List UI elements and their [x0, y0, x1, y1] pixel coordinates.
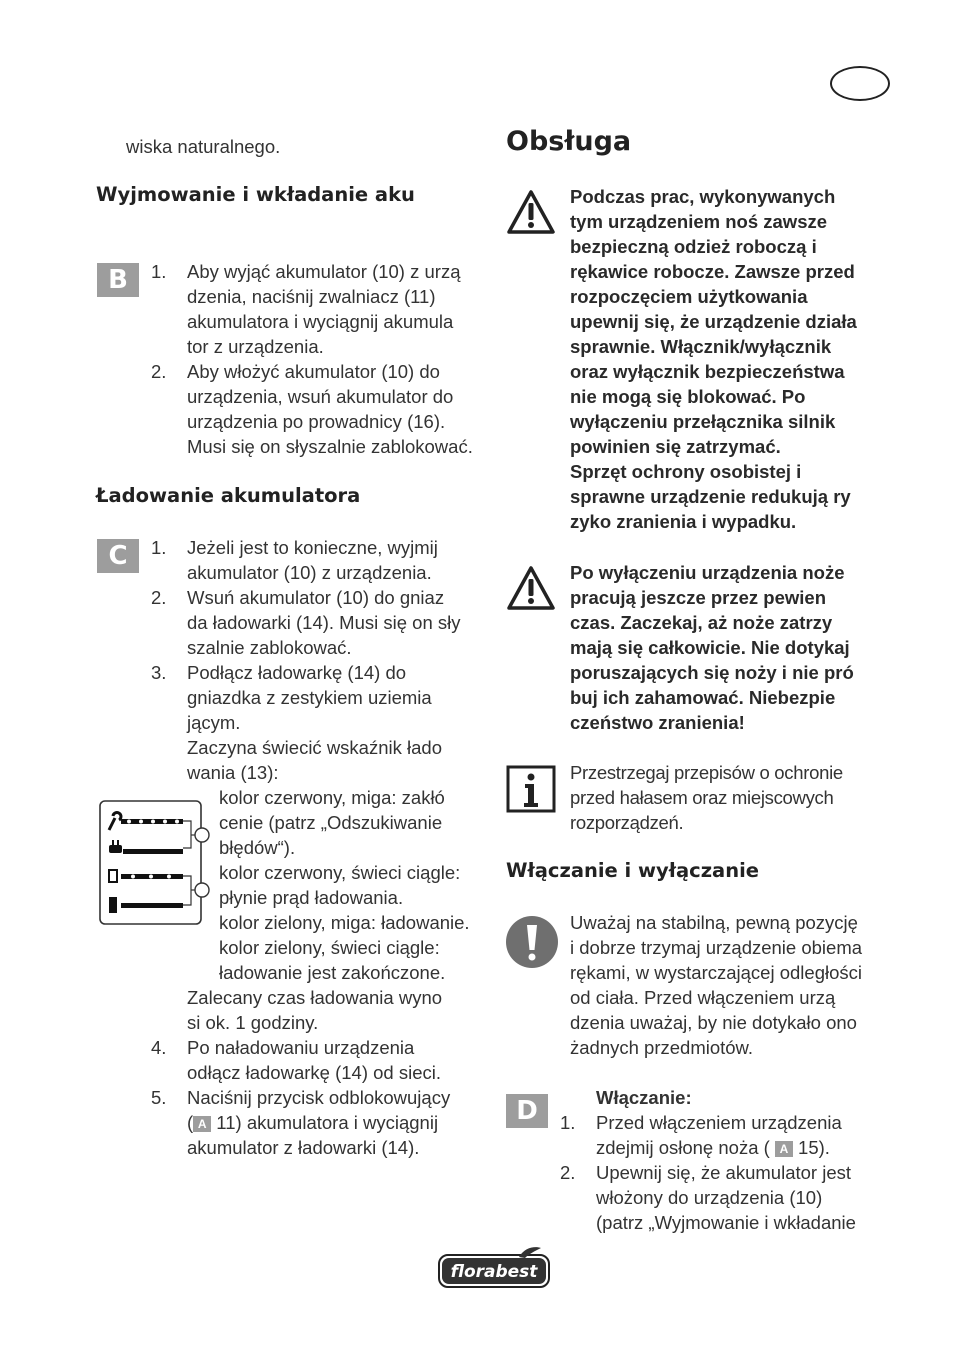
section-heading-charging: Ładowanie akumulatora — [96, 484, 361, 507]
text-line: żadnych przedmiotów. — [570, 1037, 754, 1058]
safety-warning-text — [570, 184, 900, 534]
list-item-line: Aby wyjąć akumulator (10) z urzą — [187, 261, 461, 282]
text-line: ładowanie jest zakończone. — [219, 962, 446, 983]
list-item: 1. Przed włączeniem urządzenia zdejmij osłonę noża ( A 15). — [560, 1112, 842, 1158]
text-line: Uważaj na stabilną, pewną pozycję — [570, 912, 858, 933]
section-heading-on-off: Włączanie i wyłączanie — [506, 859, 760, 882]
list-item-line: (patrz „Wyjmowanie i wkładanie — [596, 1212, 856, 1233]
text-line: Po wyłączeniu urządzenia noże — [570, 562, 845, 583]
list-item-line: gniazdka z zestykiem uziemia — [187, 687, 432, 708]
text-line: kolor zielony, świeci ciągle: — [219, 937, 440, 958]
text-line: si ok. 1 godziny. — [187, 1012, 319, 1033]
list-item-line: da ładowarki (14). Musi się on sły — [187, 612, 461, 633]
caution-exclamation-icon — [505, 915, 559, 974]
text-line: zyko zranienia i wypadku. — [570, 511, 797, 532]
text-line: sprawne urządzenie redukują ry — [570, 486, 851, 507]
text-line: cenie (patrz „Odszukiwanie — [219, 812, 443, 833]
info-icon — [506, 765, 556, 818]
text-line: Podczas prac, wykonywanych — [570, 186, 836, 207]
stability-caution-text — [570, 910, 900, 1060]
list-item-line: Upewnij się, że akumulator jest — [596, 1162, 851, 1183]
text-line: błędów“). — [219, 837, 296, 858]
list-item-line: Zaczyna świecić wskaźnik łado — [187, 737, 442, 758]
text-line: rękawice robocze. Zawsze przed — [570, 261, 855, 282]
text-line: Sprzęt ochrony osobistej i — [570, 461, 802, 482]
logo-text: florabest — [450, 1262, 538, 1282]
text-line: od ciała. Przed włączeniem urzą — [570, 987, 836, 1008]
text-line: kolor czerwony, miga: zakłó — [219, 787, 445, 808]
text-line: czeństwo zranienia! — [570, 712, 745, 733]
list-item: 1. Aby wyjąć akumulator (10) z urzą dzenia, naciśnij zwalniacz (11) akumulatora i wyciągnij akumula tor z urządzenia. — [187, 259, 487, 359]
switch-on-subheading: Włączanie: — [596, 1087, 692, 1108]
charging-steps — [151, 535, 487, 785]
list-item: 2. Wsuń akumulator (10) do gniaz da ładowarki (14). Musi się on sły szalnie zablokować. — [187, 585, 487, 660]
blade-warning-text — [570, 560, 900, 735]
section-heading-battery-removal: Wyjmowanie i wkładanie aku — [96, 183, 415, 206]
list-item-line: odłącz ładowarkę (14) od sieci. — [187, 1062, 441, 1083]
list-item-line: Musi się on słyszalnie zablokować. — [187, 436, 473, 457]
list-item-line: Aby włożyć akumulator (10) do — [187, 361, 440, 382]
list-item-line: Po naładowaniu urządzenia — [187, 1037, 415, 1058]
text-line: poruszających się noży i nie pró — [570, 662, 854, 683]
language-oval — [830, 66, 890, 101]
figure-ref-badge-a: A — [193, 1116, 211, 1132]
list-item: 1. Jeżeli jest to konieczne, wyjmij akumulator (10) z urządzenia. — [187, 535, 487, 585]
list-item-line: akumulator (10) z urządzenia. — [187, 562, 432, 583]
figure-badge-c: C — [97, 539, 139, 573]
text-line: pracują jeszcze przez pewien — [570, 587, 827, 608]
noise-info-text — [570, 760, 900, 835]
text-line: tym urządzeniem noś zawsze — [570, 211, 828, 232]
list-item-line: Wsuń akumulator (10) do gniaz — [187, 587, 445, 608]
list-item-line: szalnie zablokować. — [187, 637, 352, 658]
list-item-line: tor z urządzenia. — [187, 336, 324, 357]
continuation-text: wiska naturalnego. — [126, 136, 281, 157]
text-line: rozporządzeń. — [570, 812, 684, 833]
text-line: kolor zielony, miga: ładowanie. — [219, 912, 470, 933]
charging-steps-cont — [151, 1035, 487, 1160]
figure-badge-d: D — [506, 1094, 548, 1128]
list-item: 3. Podłącz ładowarkę (14) do gniazdka z zestykiem uziemia jącym. Zaczyna świecić wskaźnik łado wania (13): — [187, 660, 487, 785]
text-line: Zalecany czas ładowania wyno — [187, 987, 443, 1008]
text-line: bezpieczną odzież roboczą i — [570, 236, 817, 257]
figure-ref-badge-a: A — [775, 1141, 793, 1157]
page-title: Obsługa — [506, 126, 632, 157]
list-item-line: wania (13): — [187, 762, 279, 783]
list-item-line: jącym. — [187, 712, 241, 733]
text-line: upewnij się, że urządzenie działa — [570, 311, 857, 332]
list-item-line: akumulatora i wyciągnij akumula — [187, 311, 454, 332]
florabest-logo — [437, 1245, 551, 1291]
switch-on-steps — [560, 1110, 896, 1235]
list-item-line: Podłącz ładowarkę (14) do — [187, 662, 407, 683]
text-line: kolor czerwony, świeci ciągle: — [219, 862, 461, 883]
charging-time-note — [187, 985, 487, 1035]
text-line: rozpoczęciem użytkowania — [570, 286, 808, 307]
list-item-line: włożony do urządzenia (10) — [596, 1187, 823, 1208]
list-item: 5. Naciśnij przycisk odblokowujący ( A 11) akumulatora i wyciągnij akumulator z ładowarki (14). — [151, 1087, 451, 1158]
text-line: i dobrze trzymaj urządzenie obiema — [570, 937, 863, 958]
text-line: czas. Zaczekaj, aż noże zatrzy — [570, 612, 833, 633]
text-line: płynie prąd ładowania. — [219, 887, 404, 908]
warning-triangle-icon — [506, 565, 556, 616]
charger-indicator-illustration — [99, 800, 203, 925]
list-item: 2. Upewnij się, że akumulator jest włożony do urządzenia (10) (patrz „Wyjmowanie i wkładanie — [596, 1160, 896, 1235]
indicator-descriptions — [219, 785, 489, 985]
list-item-line: Jeżeli jest to konieczne, wyjmij — [187, 537, 438, 558]
text-line: mają się całkowicie. Nie dotykaj — [570, 637, 850, 658]
figure-badge-b: B — [97, 263, 139, 297]
list-item-line: urządzenia, wsuń akumulator do — [187, 386, 454, 407]
text-line: buj ich zahamować. Niebezpie — [570, 687, 836, 708]
warning-triangle-icon — [506, 189, 556, 240]
list-item-line: dzenia, naciśnij zwalniacz (11) — [187, 286, 436, 307]
text-line: wyłączeniu przełącznika silnik — [570, 411, 836, 432]
text-line: oraz wyłącznik bezpieczeństwa — [570, 361, 845, 382]
text-line: dzenia uważaj, by nie dotykało ono — [570, 1012, 857, 1033]
text-line: powinien się zatrzymać. — [570, 436, 781, 457]
battery-removal-steps — [151, 259, 487, 459]
text-line: sprawnie. Włącznik/wyłącznik — [570, 336, 832, 357]
list-item-line: urządzenia po prowadnicy (16). — [187, 411, 446, 432]
list-item: 2. Aby włożyć akumulator (10) do urządzenia, wsuń akumulator do urządzenia po prowadnicy (16). Musi się on słyszalnie zablokować. — [187, 359, 487, 459]
text-line: nie mogą się blokować. Po — [570, 386, 806, 407]
text-line: Przestrzegaj przepisów o ochronie — [570, 762, 843, 783]
text-line: przed hałasem oraz miejscowych — [570, 787, 834, 808]
text-line: rękami, w wystarczającej odległości — [570, 962, 862, 983]
list-item: 4. Po naładowaniu urządzenia odłącz ładowarkę (14) od sieci. — [187, 1035, 487, 1085]
